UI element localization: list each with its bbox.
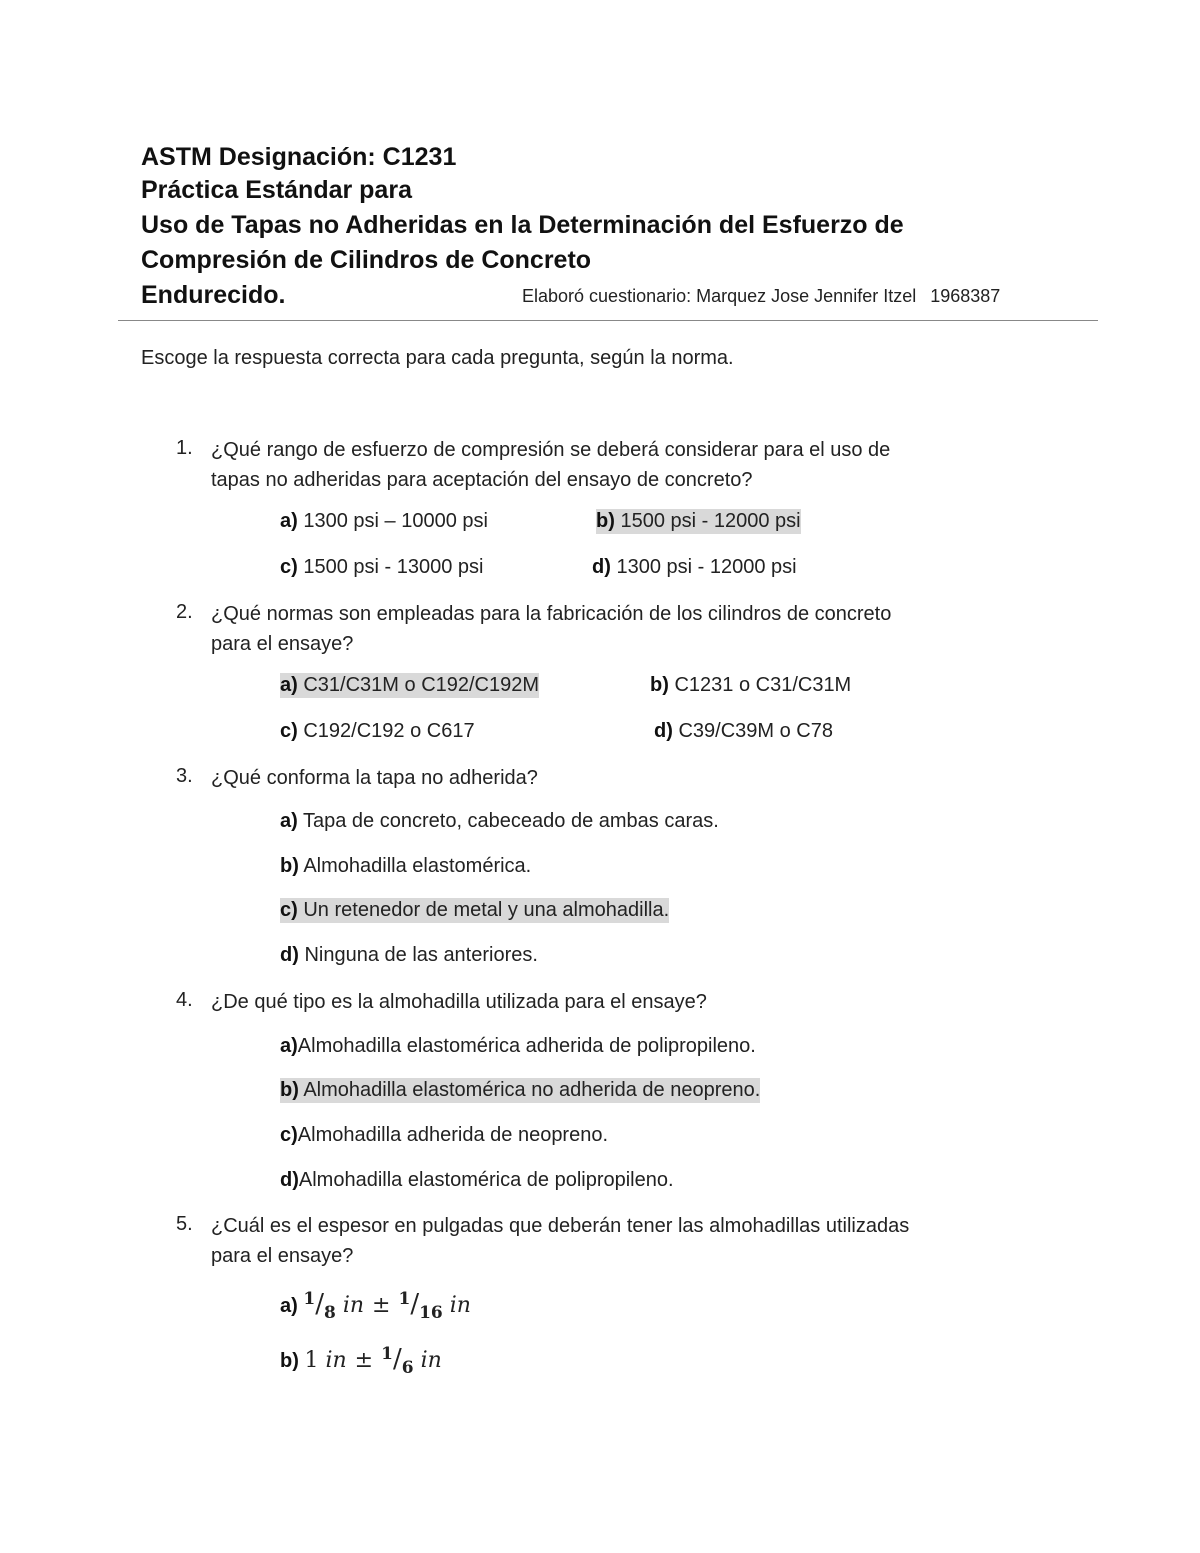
instructions: Escoge la respuesta correcta para cada pregunta, según la norma. — [141, 347, 734, 369]
question-1-number: 1. — [176, 437, 193, 459]
author-line — [522, 286, 1000, 307]
unit: in — [449, 1293, 471, 1318]
option-letter: b) — [596, 510, 615, 532]
option-letter: b) — [280, 1350, 299, 1372]
question-1-option-c[interactable] — [280, 555, 484, 580]
question-3-option-c[interactable] — [280, 898, 669, 923]
question-1-text — [211, 435, 890, 495]
question-2-option-a[interactable] — [280, 673, 539, 698]
option-letter: d) — [654, 720, 673, 742]
option-letter: d) — [592, 556, 611, 578]
question-2-line-2: para el ensaye? — [211, 633, 354, 655]
question-1-option-d[interactable] — [592, 555, 797, 580]
option-text: Almohadilla elastomérica. — [303, 855, 532, 877]
question-5-number: 5. — [176, 1213, 193, 1235]
question-5-option-a[interactable] — [280, 1288, 471, 1324]
option-letter: a) — [280, 1295, 298, 1317]
option-text: C1231 o C31/C31M — [674, 674, 852, 696]
document-title: ASTM Designación: C1231 — [141, 143, 457, 171]
option-text: Ninguna de las anteriores. — [304, 944, 538, 966]
question-1-option-a[interactable] — [280, 509, 488, 534]
fraction-numerator: 1 — [381, 1344, 393, 1364]
document-subtitle: Práctica Estándar para — [141, 176, 412, 204]
option-letter: a) — [280, 510, 298, 532]
option-formula — [303, 1289, 471, 1323]
option-letter: d) — [280, 944, 299, 966]
question-1-line-1: ¿Qué rango de esfuerzo de compresión se deberá considerar para el uso de — [211, 439, 891, 461]
question-5-line-1: ¿Cuál es el espesor en pulgadas que deberán tener las almohadillas utilizadas — [211, 1215, 910, 1237]
question-4-number: 4. — [176, 989, 193, 1011]
fraction-denominator: 16 — [419, 1303, 443, 1323]
option-letter: c) — [280, 1124, 298, 1146]
author-name: Elaboró cuestionario: Marquez Jose Jennifer Itzel — [522, 286, 917, 306]
fraction: $^1/_6$ — [381, 1344, 414, 1378]
option-letter: c) — [280, 556, 298, 578]
header-divider — [118, 320, 1098, 321]
option-formula — [304, 1344, 442, 1378]
option-text: 1500 psi - 12000 psi — [620, 510, 801, 532]
question-1-option-b[interactable] — [596, 509, 801, 534]
document-heading-line-3: Endurecido. — [141, 281, 286, 309]
option-letter: a) — [280, 1035, 298, 1057]
author-id: 1968387 — [930, 286, 1001, 306]
question-5-line-2: para el ensaye? — [211, 1245, 354, 1267]
option-text: Almohadilla elastomérica no adherida de neopreno. — [303, 1079, 761, 1101]
fraction: $^1/_{16}$ — [398, 1289, 443, 1323]
unit: in — [420, 1348, 442, 1373]
question-4-text — [211, 987, 707, 1017]
option-text: Tapa de concreto, cabeceado de ambas caras. — [303, 810, 719, 832]
document-heading-line-1: Uso de Tapas no Adheridas en la Determinación del Esfuerzo de — [141, 211, 904, 239]
unit: in — [325, 1348, 347, 1373]
option-text: Almohadilla adherida de neopreno. — [297, 1124, 609, 1146]
fraction-numerator: 1 — [303, 1289, 316, 1309]
question-3-option-a[interactable] — [280, 809, 719, 834]
option-letter: a) — [280, 674, 298, 696]
question-2-option-b[interactable] — [650, 673, 851, 698]
fraction-numerator: 1 — [398, 1289, 411, 1309]
fraction-denominator: 6 — [401, 1358, 414, 1378]
option-letter: b) — [280, 855, 299, 877]
document-heading-line-2: Compresión de Cilindros de Concreto — [141, 246, 592, 274]
fraction: $^1/_8$ — [303, 1289, 336, 1323]
option-text: 1500 psi - 13000 psi — [303, 556, 484, 578]
option-text: Almohadilla elastomérica adherida de polipropileno. — [297, 1035, 756, 1057]
question-4-option-b[interactable] — [280, 1078, 760, 1103]
plus-minus: ± — [354, 1348, 374, 1373]
question-2-option-c[interactable] — [280, 719, 475, 744]
question-3-number: 3. — [176, 765, 193, 787]
question-4-option-c[interactable] — [280, 1123, 608, 1148]
question-4-line-1: ¿De qué tipo es la almohadilla utilizada para el ensaye? — [211, 991, 707, 1013]
question-1-line-2: tapas no adheridas para aceptación del ensayo de concreto? — [211, 469, 753, 491]
question-2-option-d[interactable] — [654, 719, 833, 744]
question-4-option-d[interactable] — [280, 1168, 674, 1193]
option-text: C192/C192 o C617 — [303, 720, 475, 742]
option-text: 1300 psi – 10000 psi — [303, 510, 488, 532]
option-letter: c) — [280, 720, 298, 742]
whole-number: 1 — [304, 1348, 319, 1373]
question-4-option-a[interactable] — [280, 1034, 756, 1059]
option-text: C39/C39M o C78 — [678, 720, 833, 742]
question-3-line-1: ¿Qué conforma la tapa no adherida? — [211, 767, 538, 789]
unit: in — [342, 1293, 365, 1318]
question-3-text — [211, 763, 538, 793]
option-text: C31/C31M o C192/C192M — [303, 674, 540, 696]
question-3-option-d[interactable] — [280, 943, 538, 968]
option-letter: c) — [280, 899, 298, 921]
option-text: Almohadilla elastomérica de polipropileno. — [298, 1169, 674, 1191]
question-2-number: 2. — [176, 601, 193, 623]
option-letter: a) — [280, 810, 298, 832]
plus-minus: ± — [372, 1293, 391, 1318]
question-5-text — [211, 1211, 909, 1271]
question-3-option-b[interactable] — [280, 854, 531, 879]
option-text: 1300 psi - 12000 psi — [616, 556, 797, 578]
question-5-option-b[interactable] — [280, 1343, 442, 1379]
option-letter: b) — [650, 674, 669, 696]
question-2-line-1: ¿Qué normas son empleadas para la fabricación de los cilindros de concreto — [211, 603, 892, 625]
option-letter: d) — [280, 1169, 299, 1191]
question-2-text — [211, 599, 891, 659]
fraction-denominator: 8 — [323, 1303, 336, 1323]
option-text: Un retenedor de metal y una almohadilla. — [303, 899, 670, 921]
option-letter: b) — [280, 1079, 299, 1101]
